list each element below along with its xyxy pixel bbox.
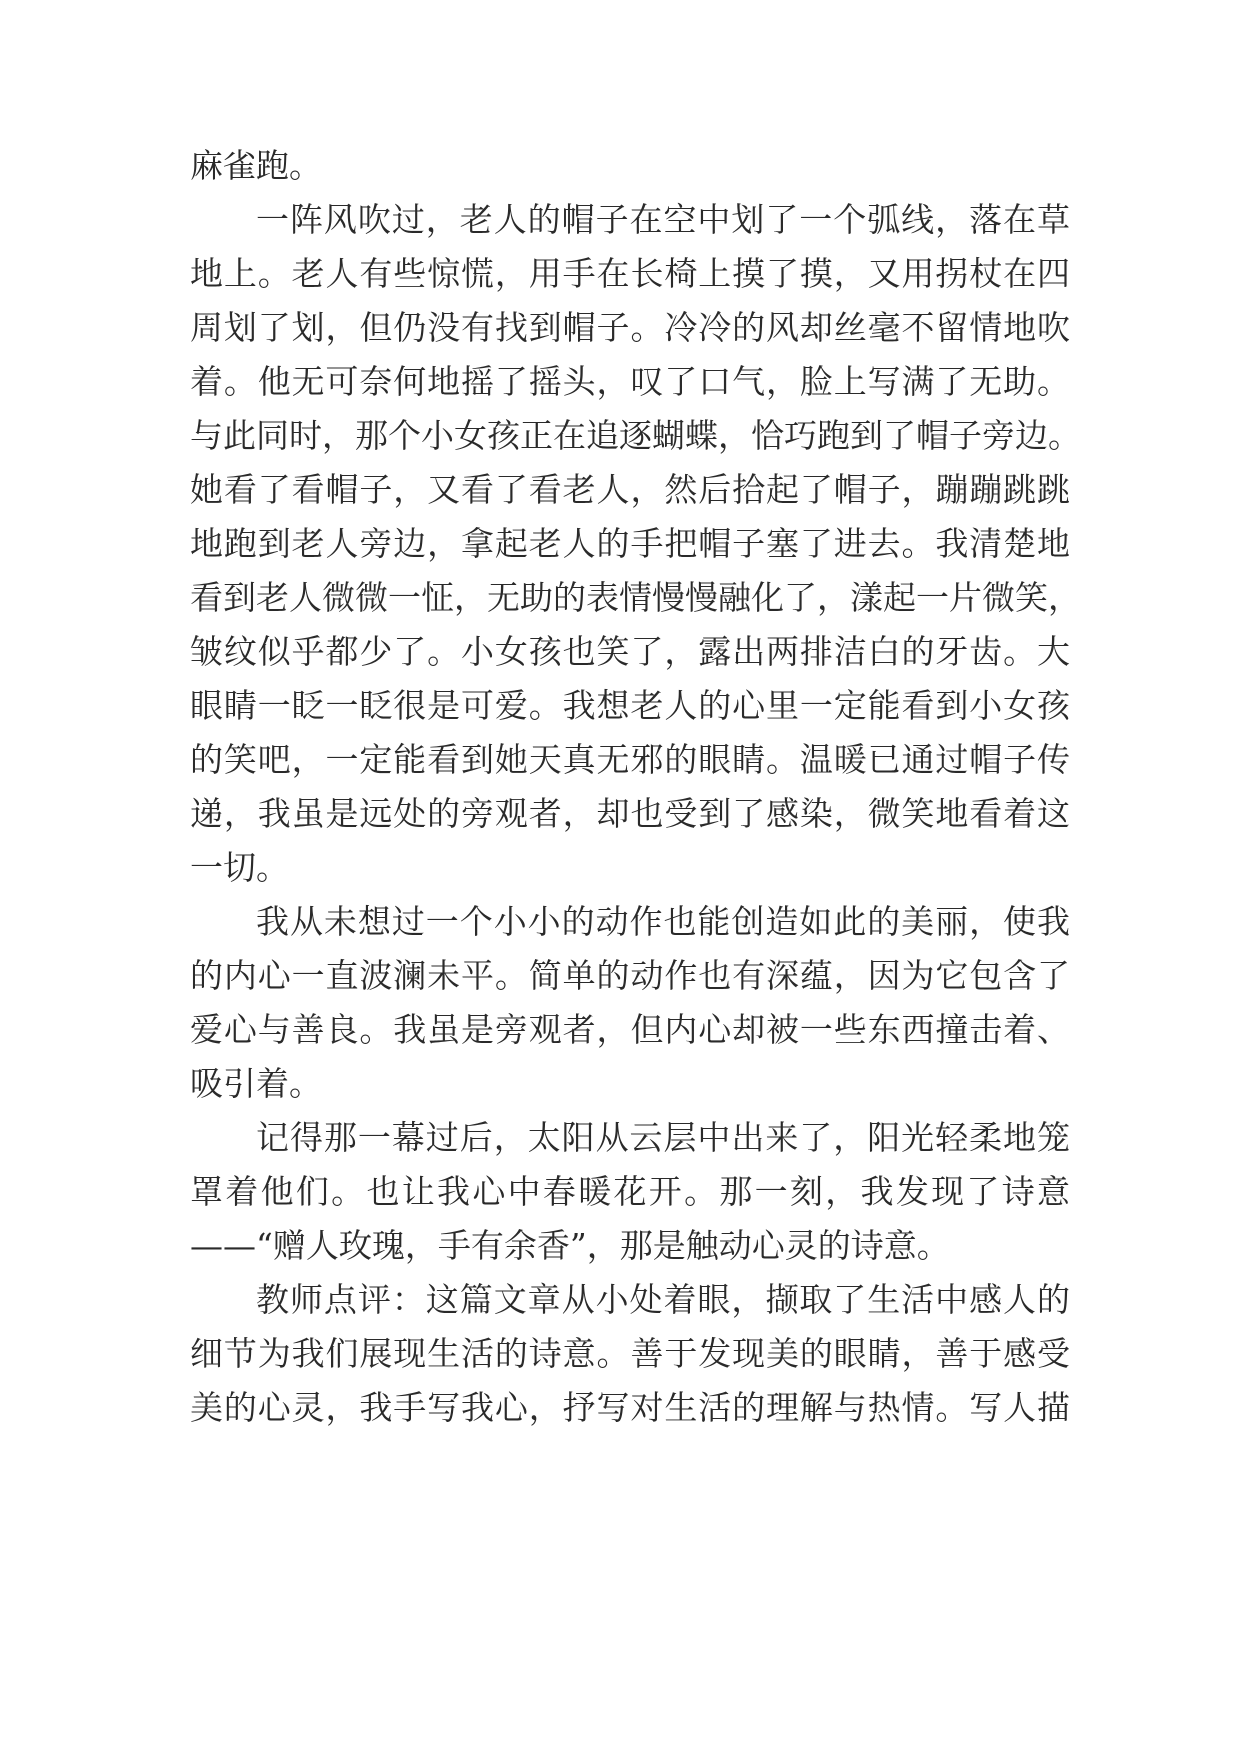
text-line: 地上。老人有些惊慌，用手在长椅上摸了摸，又用拐杖在四 (190, 254, 1070, 293)
text-line: 我从未想过一个小小的动作也能创造如此的美丽，使我 (256, 902, 1070, 941)
text-line: 教师点评：这篇文章从小处着眼，撷取了生活中感人的 (256, 1280, 1070, 1319)
text-line: 细节为我们展现生活的诗意。善于发现美的眼睛，善于感受 (190, 1334, 1070, 1373)
text-line: 她看了看帽子，又看了看老人，然后拾起了帽子，蹦蹦跳跳 (190, 470, 1070, 509)
text-line: 的内心一直波澜未平。简单的动作也有深蕴，因为它包含了 (190, 956, 1070, 995)
text-line: 与此同时，那个小女孩正在追逐蝴蝶，恰巧跑到了帽子旁边。 (190, 416, 1081, 455)
text-line: 一阵风吹过，老人的帽子在空中划了一个弧线，落在草 (256, 200, 1070, 239)
text-line: 爱心与善良。我虽是旁观者，但内心却被一些东西撞击着、 (190, 1010, 1070, 1049)
text-line: 的笑吧，一定能看到她天真无邪的眼睛。温暖已通过帽子传 (190, 740, 1070, 779)
text-line: 一切。 (190, 848, 289, 887)
text-line: 地跑到老人旁边，拿起老人的手把帽子塞了进去。我清楚地 (190, 524, 1070, 563)
text-line: 看到老人微微一怔，无助的表情慢慢融化了，漾起一片微笑， (190, 578, 1081, 617)
text-line: 罩着他们。也让我心中春暖花开。那一刻，我发现了诗意 (190, 1172, 1070, 1211)
text-line: 美的心灵，我手写我心，抒写对生活的理解与热情。写人描 (190, 1388, 1070, 1427)
text-line: 着。他无可奈何地摇了摇头，叹了口气，脸上写满了无助。 (190, 362, 1070, 401)
text-line: 周划了划，但仍没有找到帽子。冷冷的风却丝毫不留情地吹 (190, 308, 1070, 347)
text-line: 眼睛一眨一眨很是可爱。我想老人的心里一定能看到小女孩 (190, 686, 1070, 725)
text-line: 递，我虽是远处的旁观者，却也受到了感染，微笑地看着这 (190, 794, 1070, 833)
text-line: ——“赠人玫瑰，手有余香”，那是触动心灵的诗意。 (190, 1226, 950, 1265)
text-line: 皱纹似乎都少了。小女孩也笑了，露出两排洁白的牙齿。大 (190, 632, 1070, 671)
text-line: 麻雀跑。 (190, 146, 322, 185)
text-line: 吸引着。 (190, 1064, 322, 1103)
text-line: 记得那一幕过后，太阳从云层中出来了，阳光轻柔地笼 (256, 1118, 1070, 1157)
